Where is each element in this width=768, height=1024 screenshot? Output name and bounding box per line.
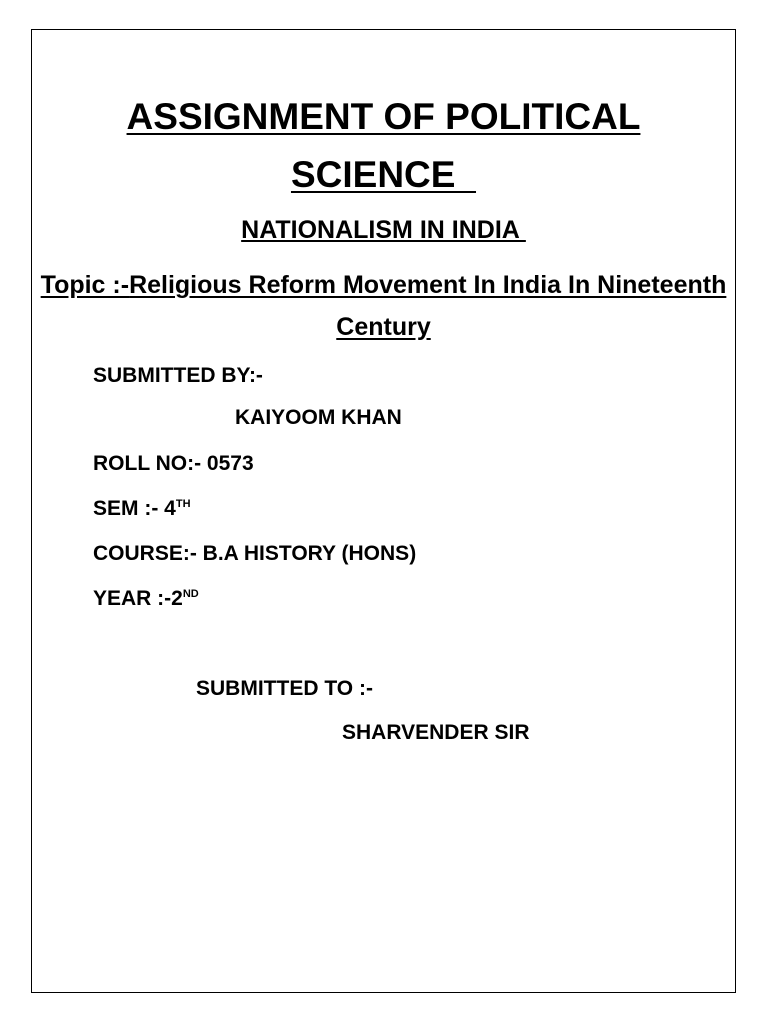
subtitle-text: NATIONALISM IN INDIA — [241, 216, 526, 244]
teacher-name: SHARVENDER SIR — [342, 721, 530, 744]
student-name: KAIYOOM KHAN — [235, 406, 402, 429]
roll-number: ROLL NO:- 0573 — [93, 452, 254, 475]
topic-text: Religious Reform Movement In India In Nineteenth Century — [129, 271, 727, 341]
year-suffix: ND — [182, 588, 199, 600]
semester-label: SEM :- 4 — [93, 497, 176, 520]
topic-heading — [31, 264, 736, 348]
semester — [93, 497, 191, 521]
year-label: YEAR :-2 — [93, 587, 183, 610]
document-title — [31, 88, 736, 204]
document-subtitle — [31, 216, 736, 245]
topic-label: Topic :- — [40, 271, 130, 299]
year — [93, 587, 199, 611]
title-line-1: ASSIGNMENT OF POLITICAL — [126, 96, 641, 137]
course: COURSE:- B.A HISTORY (HONS) — [93, 542, 417, 565]
submitted-by-label: SUBMITTED BY:- — [93, 364, 263, 387]
title-line-2: SCIENCE — [290, 154, 477, 195]
semester-suffix: TH — [175, 498, 191, 510]
submitted-to-label: SUBMITTED TO :- — [196, 677, 373, 700]
